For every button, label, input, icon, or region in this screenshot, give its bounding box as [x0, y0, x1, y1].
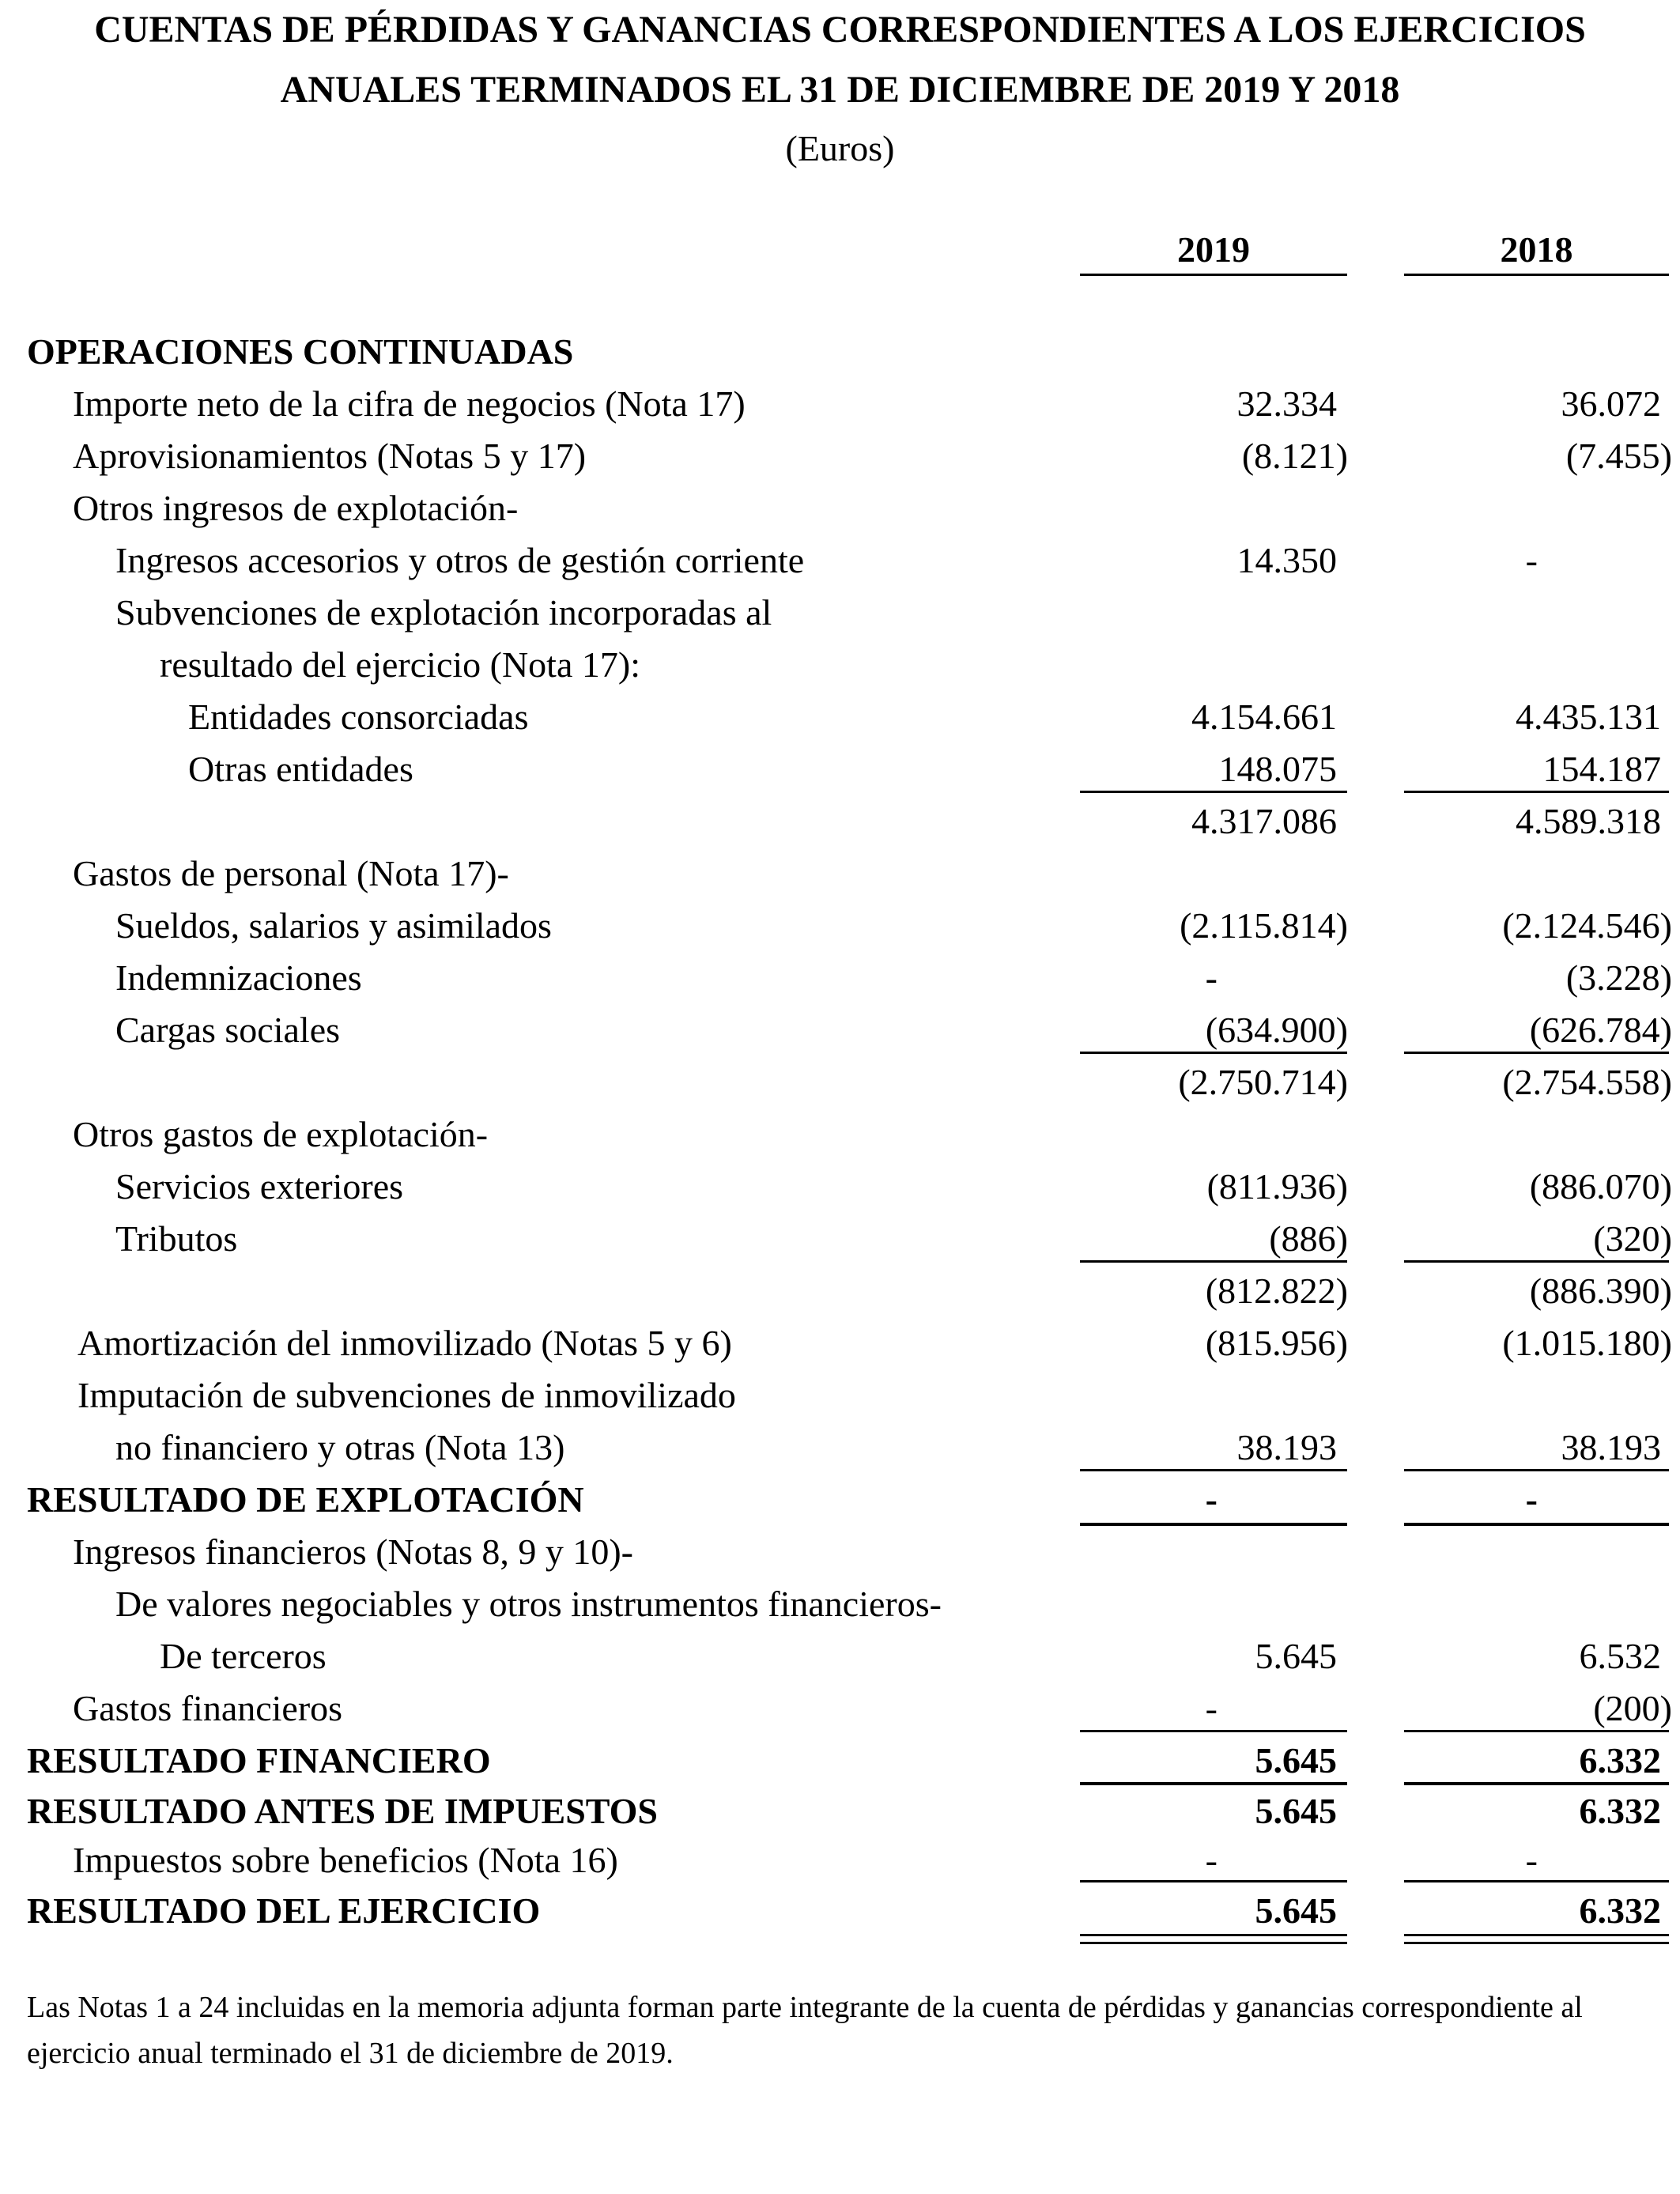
subtotal-2019: 4.317.086 — [1191, 801, 1337, 841]
table-row — [0, 482, 1680, 534]
value-2018: (7.455) — [1565, 436, 1672, 476]
row-label: Servicios exteriores — [115, 1166, 404, 1207]
table-row — [0, 430, 1680, 482]
row-label: Imputación de subvenciones de inmovilizado — [77, 1375, 736, 1415]
table-row — [0, 378, 1680, 430]
row-label: no financiero y otras (Nota 13) — [115, 1427, 565, 1467]
value-2018: - — [1525, 1840, 1538, 1880]
subtotal-2018: (2.754.558) — [1502, 1062, 1672, 1102]
value-2019: 5.645 — [1255, 1636, 1337, 1676]
table-row — [0, 1108, 1680, 1161]
table-row — [0, 1056, 1680, 1108]
double-rule-bottom-2019 — [1080, 1942, 1347, 1944]
table-row — [0, 848, 1680, 900]
row-label-resultado-ejercicio: RESULTADO DEL EJERCICIO — [27, 1890, 541, 1931]
table-row — [0, 795, 1680, 848]
table-row — [0, 1682, 1680, 1735]
row-label: Ingresos financieros (Notas 8, 9 y 10)- — [73, 1531, 633, 1572]
statement-title-line-1: CUENTAS DE PÉRDIDAS Y GANANCIAS CORRESPONDIENTES A LOS EJERCICIOS — [94, 9, 1586, 51]
table-row — [0, 1885, 1680, 1937]
section-heading-operaciones-continuadas: OPERACIONES CONTINUADAS — [27, 331, 574, 372]
row-label: Indemnizaciones — [115, 957, 362, 998]
value-2019: 148.075 — [1218, 749, 1337, 789]
table-row — [0, 1578, 1680, 1630]
value-2018: (3.228) — [1565, 957, 1672, 998]
value-2019: 5.645 — [1255, 1890, 1337, 1931]
value-2019: 14.350 — [1236, 540, 1337, 580]
row-label: Subvenciones de explotación incorporadas al — [115, 592, 772, 633]
subtotal-rule-2019 — [1080, 1052, 1347, 1054]
subtotal-rule-2019 — [1080, 1469, 1347, 1471]
column-header-2019: 2019 — [1177, 229, 1250, 270]
row-label: Otros gastos de explotación- — [73, 1114, 489, 1154]
subtotal-rule-2019 — [1080, 1880, 1347, 1882]
row-label-resultado-financiero: RESULTADO FINANCIERO — [27, 1740, 491, 1781]
row-label: Importe neto de la cifra de negocios (Nota 17) — [73, 383, 746, 424]
value-2018: 36.072 — [1561, 383, 1661, 424]
value-2018: 154.187 — [1542, 749, 1661, 789]
value-2019: - — [1205, 1479, 1218, 1520]
table-row — [0, 1422, 1680, 1474]
table-row — [0, 1004, 1680, 1056]
value-2018: 6.532 — [1579, 1636, 1661, 1676]
table-row — [0, 1735, 1680, 1787]
subtotal-2018: (886.390) — [1529, 1271, 1672, 1311]
value-2018: 4.435.131 — [1516, 697, 1661, 737]
subtotal-rule-2019 — [1080, 1260, 1347, 1263]
value-2019: (634.900) — [1205, 1010, 1348, 1050]
row-label: De valores negociables y otros instrumentos financieros- — [115, 1584, 942, 1624]
currency-unit: (Euros) — [785, 128, 895, 168]
subtotal-2019: (812.822) — [1205, 1271, 1348, 1311]
value-2019: - — [1205, 1840, 1218, 1880]
table-row — [0, 1785, 1680, 1837]
table-row — [0, 1265, 1680, 1317]
value-2019: 38.193 — [1236, 1427, 1337, 1467]
footnote: Las Notas 1 a 24 incluidas en la memoria adjunta forman parte integrante de la cuenta de pérdidas y ganancias correspondiente al ejercicio anual terminado el 31 de diciembre de 2019. — [27, 1991, 1583, 2070]
row-label: Sueldos, salarios y asimilados — [115, 905, 552, 946]
value-2018: - — [1525, 540, 1538, 580]
row-label-resultado-explotacion: RESULTADO DE EXPLOTACIÓN — [27, 1479, 584, 1520]
table-row — [0, 1317, 1680, 1369]
table-row — [0, 900, 1680, 952]
column-header-rule-2019 — [1080, 274, 1347, 276]
table-row — [0, 743, 1680, 795]
value-2018: (2.124.546) — [1502, 905, 1672, 946]
subtotal-2019: (2.750.714) — [1178, 1062, 1348, 1102]
row-label: Entidades consorciadas — [188, 697, 529, 737]
row-label: Otras entidades — [188, 749, 413, 789]
double-rule-top-2018 — [1404, 1934, 1669, 1936]
row-label: Cargas sociales — [115, 1010, 341, 1050]
column-header-2018: 2018 — [1500, 229, 1573, 270]
table-row — [0, 1834, 1680, 1886]
table-row — [0, 1369, 1680, 1422]
row-label: Amortización del inmovilizado (Notas 5 y 6) — [77, 1323, 732, 1363]
value-2019: 5.645 — [1255, 1740, 1337, 1781]
value-2018: 6.332 — [1579, 1791, 1661, 1831]
table-row — [0, 1630, 1680, 1682]
row-label: Tributos — [115, 1218, 238, 1259]
value-2018: 6.332 — [1579, 1890, 1661, 1931]
subtotal-rule-2018 — [1404, 1469, 1669, 1471]
table-row — [0, 534, 1680, 587]
row-label: Gastos de personal (Nota 17)- — [73, 853, 509, 893]
value-2018: (1.015.180) — [1502, 1323, 1672, 1363]
value-2018: (886.070) — [1529, 1166, 1672, 1207]
row-label: Impuestos sobre beneficios (Nota 16) — [73, 1840, 618, 1880]
table-row — [0, 326, 1680, 378]
value-2018: (200) — [1593, 1688, 1672, 1728]
double-rule-top-2019 — [1080, 1934, 1347, 1936]
table-row — [0, 1474, 1680, 1526]
table-row — [0, 639, 1680, 691]
double-rule-bottom-2018 — [1404, 1942, 1669, 1944]
subtotal-2018: 4.589.318 — [1516, 801, 1661, 841]
statement-title-line-2: ANUALES TERMINADOS EL 31 DE DICIEMBRE DE 2019 Y 2018 — [280, 69, 1400, 111]
subtotal-rule-2018 — [1404, 1052, 1669, 1054]
subtotal-rule-2018 — [1404, 791, 1669, 793]
subtotal-rule-2018 — [1404, 1730, 1669, 1732]
column-header-rule-2018 — [1404, 274, 1669, 276]
value-2018: (320) — [1593, 1218, 1672, 1259]
row-label: resultado del ejercicio (Nota 17): — [160, 644, 640, 685]
table-row — [0, 1213, 1680, 1265]
row-label: Gastos financieros — [73, 1688, 343, 1728]
row-label: Aprovisionamientos (Notas 5 y 17) — [73, 436, 587, 476]
value-2018: (626.784) — [1529, 1010, 1672, 1050]
subtotal-rule-2018 — [1404, 1880, 1669, 1882]
row-label: De terceros — [160, 1636, 327, 1676]
row-label: Otros ingresos de explotación- — [73, 488, 519, 528]
row-label: Ingresos accesorios y otros de gestión corriente — [115, 540, 805, 580]
value-2019: (2.115.814) — [1180, 905, 1348, 946]
value-2018: - — [1525, 1479, 1538, 1520]
subtotal-rule-2019 — [1080, 791, 1347, 793]
value-2019: 32.334 — [1236, 383, 1337, 424]
value-2019: (886) — [1269, 1218, 1348, 1259]
value-2018: 38.193 — [1561, 1427, 1661, 1467]
table-row — [0, 952, 1680, 1004]
value-2019: 4.154.661 — [1191, 697, 1337, 737]
table-row — [0, 587, 1680, 639]
table-row — [0, 1161, 1680, 1213]
value-2019: (8.121) — [1241, 436, 1348, 476]
table-row — [0, 691, 1680, 743]
value-2019: - — [1205, 1688, 1218, 1728]
value-2019: 5.645 — [1255, 1791, 1337, 1831]
row-label-resultado-antes-impuestos: RESULTADO ANTES DE IMPUESTOS — [27, 1791, 659, 1831]
value-2019: (815.956) — [1205, 1323, 1348, 1363]
table-row — [0, 1526, 1680, 1578]
subtotal-rule-2018 — [1404, 1260, 1669, 1263]
value-2018: 6.332 — [1579, 1740, 1661, 1781]
subtotal-rule-2019 — [1080, 1730, 1347, 1732]
value-2019: (811.936) — [1206, 1166, 1348, 1207]
value-2019: - — [1205, 957, 1218, 998]
